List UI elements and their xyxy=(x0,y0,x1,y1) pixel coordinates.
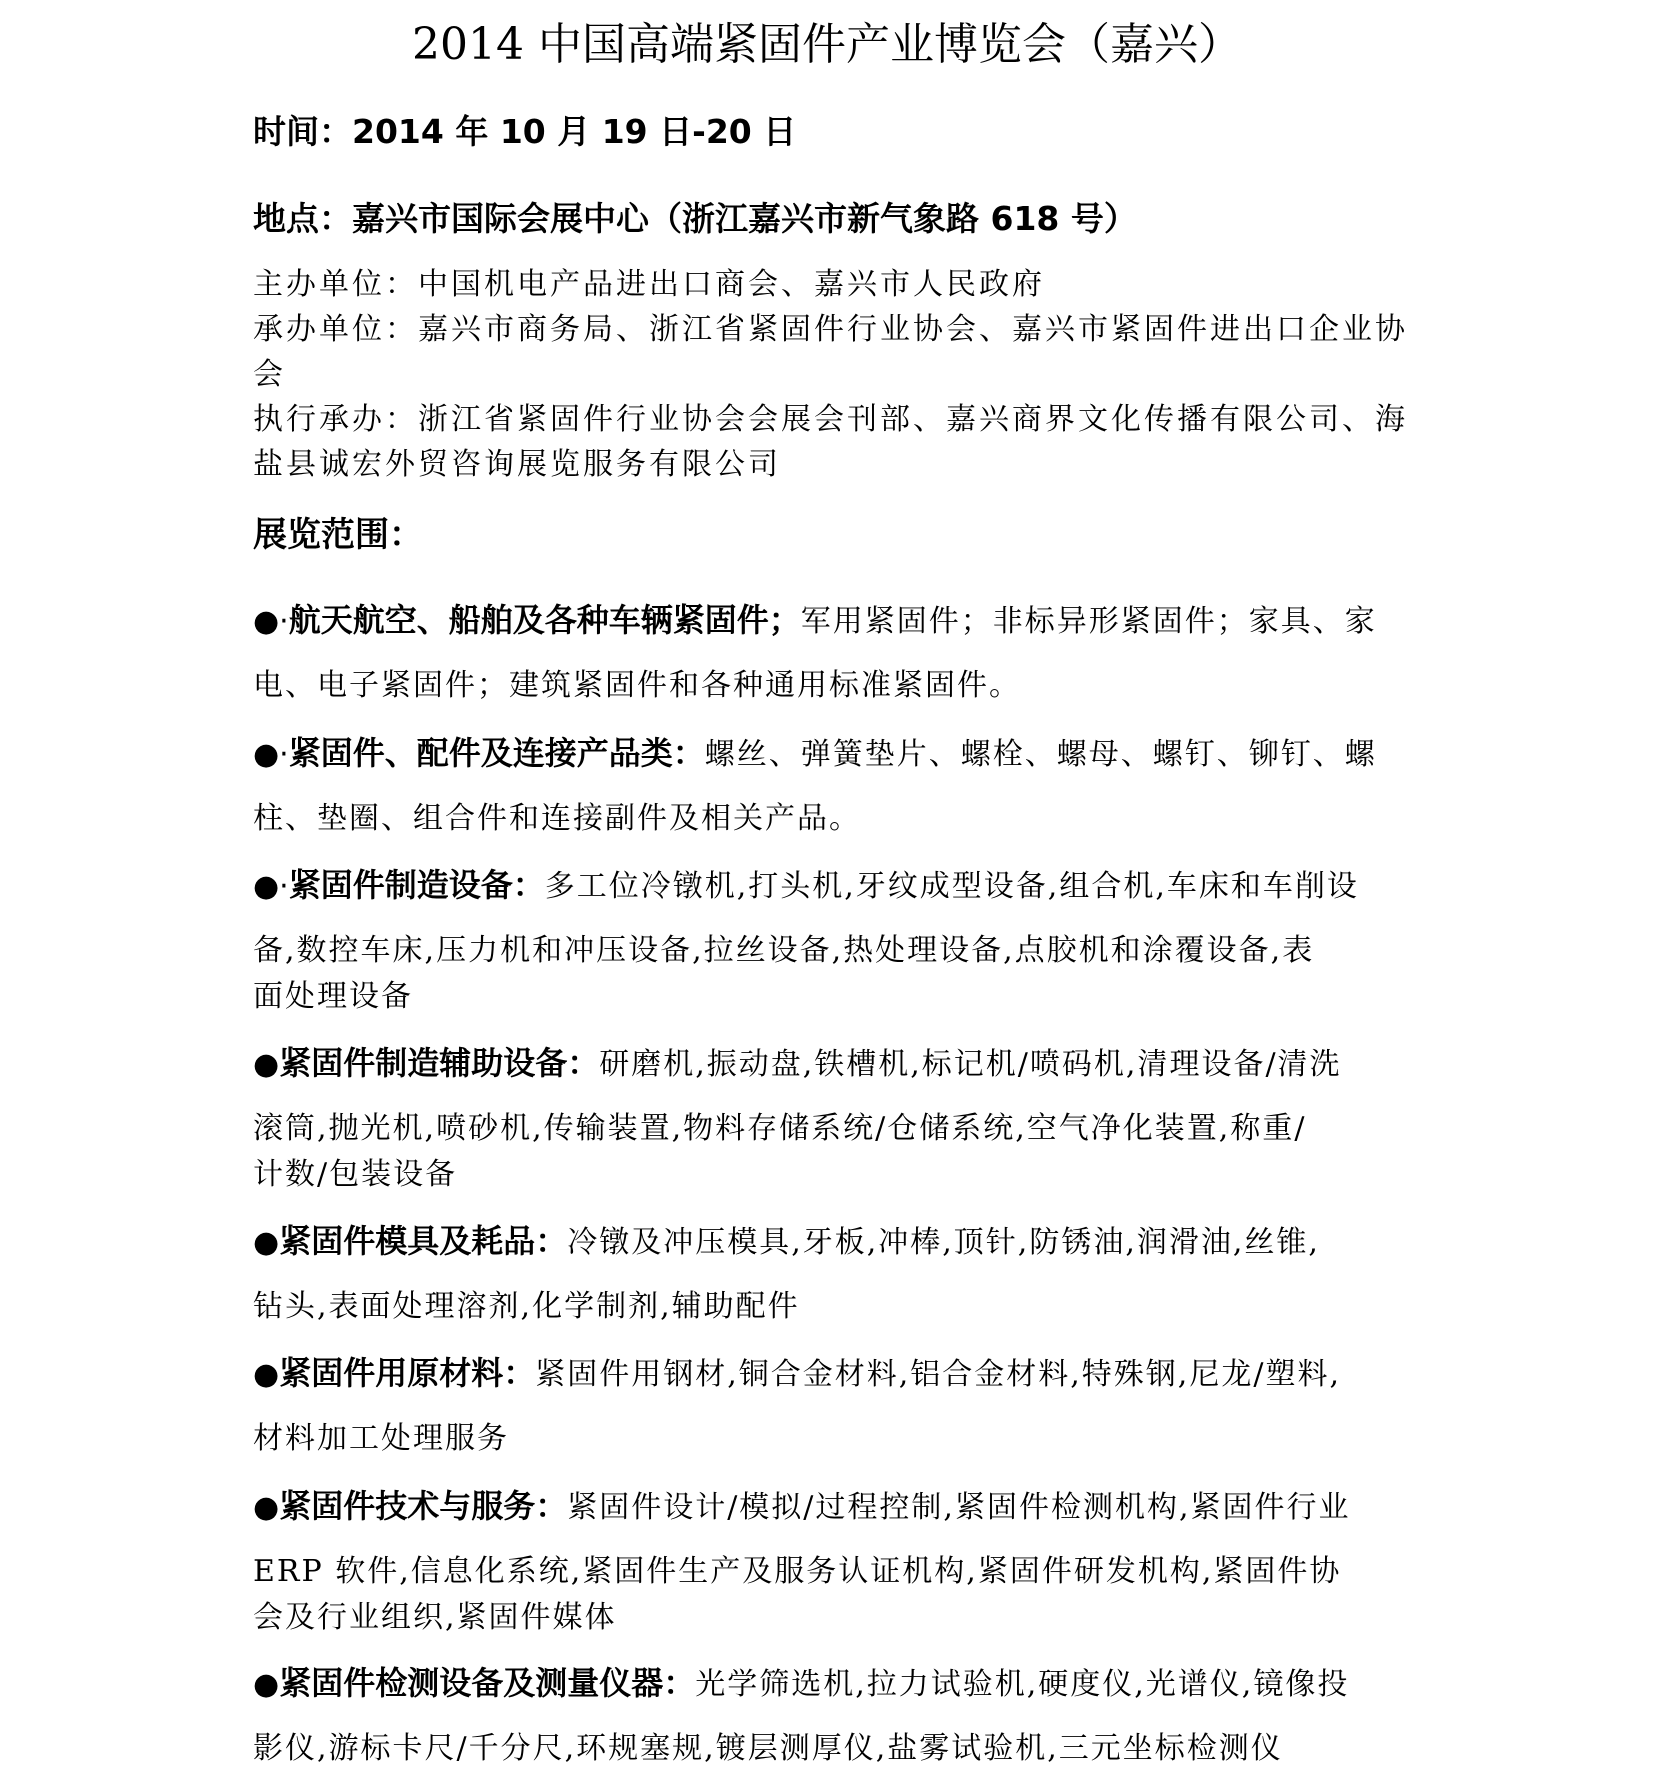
category-line xyxy=(253,1040,1413,1106)
category-line: 材料加工处理服务 xyxy=(253,1421,509,1456)
bullet-icon: ● xyxy=(253,1047,280,1082)
document-title: 2014 中国高端紧固件产业博览会（嘉兴） xyxy=(412,19,1242,70)
category-name: 紧固件、配件及连接产品类： xyxy=(288,734,705,772)
category-item-aerospace xyxy=(253,597,1413,709)
category-item-manufacturing-equipment xyxy=(253,862,1413,1020)
category-text: 紧固件设计/模拟/过程控制,紧固件检测机构,紧固件行业 xyxy=(567,1490,1351,1525)
category-line xyxy=(253,1350,1413,1416)
category-name: 航天航空、船舶及各种车辆紧固件； xyxy=(288,601,801,639)
category-line: 滚筒,抛光机,喷砂机,传输装置,物料存储系统/仓储系统,空气净化装置,称重/ xyxy=(253,1111,1307,1146)
category-line: 面处理设备 xyxy=(253,979,413,1014)
organizer-executor-line-1: 执行承办：浙江省紧固件行业协会会展会刊部、嘉兴商界文化传播有限公司、海 xyxy=(253,402,1408,437)
category-line xyxy=(253,730,1413,796)
category-text: 光学筛选机,拉力试验机,硬度仪,光谱仪,镜像投 xyxy=(695,1667,1350,1702)
category-name: 紧固件模具及耗品： xyxy=(279,1222,568,1260)
category-name: 紧固件制造设备： xyxy=(288,866,545,904)
bullet-icon: ●· xyxy=(253,604,289,639)
bullet-icon: ● xyxy=(253,1357,280,1392)
category-name: 紧固件用原材料： xyxy=(279,1354,536,1392)
category-text: 军用紧固件；非标异形紧固件；家具、家 xyxy=(800,604,1377,639)
category-text: 冷镦及冲压模具,牙板,冲棒,顶针,防锈油,润滑油,丝锥, xyxy=(567,1225,1320,1260)
category-line xyxy=(253,1483,1413,1549)
category-line xyxy=(253,597,1413,663)
bullet-icon: ● xyxy=(253,1667,280,1702)
category-item-technology-services xyxy=(253,1483,1413,1641)
category-line xyxy=(253,1218,1413,1284)
category-line: 电、电子紧固件；建筑紧固件和各种通用标准紧固件。 xyxy=(253,668,1021,703)
category-text: 紧固件用钢材,铜合金材料,铝合金材料,特殊钢,尼龙/塑料, xyxy=(535,1357,1341,1392)
category-name: 紧固件检测设备及测量仪器： xyxy=(279,1664,696,1702)
category-item-raw-materials xyxy=(253,1350,1413,1462)
category-name: 紧固件制造辅助设备： xyxy=(279,1044,600,1082)
bullet-icon: ● xyxy=(253,1225,280,1260)
bullet-icon: ● xyxy=(253,1490,280,1525)
category-line: 柱、垫圈、组合件和连接副件及相关产品。 xyxy=(253,801,861,836)
category-item-auxiliary-equipment xyxy=(253,1040,1413,1198)
category-name: 紧固件技术与服务： xyxy=(279,1487,568,1525)
category-line: 备,数控车床,压力机和冲压设备,拉丝设备,热处理设备,点胶机和涂覆设备,表 xyxy=(253,933,1315,968)
category-item-fasteners xyxy=(253,730,1413,842)
category-text: 螺丝、弹簧垫片、螺栓、螺母、螺钉、铆钉、螺 xyxy=(704,737,1377,772)
category-item-testing-instruments xyxy=(253,1660,1413,1772)
organizer-list xyxy=(253,262,1413,487)
organizer-executor-line-2: 盐县诚宏外贸咨询展览服务有限公司 xyxy=(253,447,781,482)
event-time: 时间：2014 年 10 月 19 日-20 日 xyxy=(253,112,797,151)
category-line: 影仪,游标卡尺/千分尺,环规塞规,镀层测厚仪,盐雾试验机,三元坐标检测仪 xyxy=(253,1731,1283,1766)
category-line: 计数/包装设备 xyxy=(253,1157,458,1192)
organizer-undertaker xyxy=(253,307,1413,397)
bullet-icon: ●· xyxy=(253,869,289,904)
category-line: 会及行业组织,紧固件媒体 xyxy=(253,1600,617,1635)
category-line xyxy=(253,862,1413,928)
category-text: 研磨机,振动盘,铁槽机,标记机/喷码机,清理设备/清洗 xyxy=(599,1047,1342,1082)
exhibition-range-heading: 展览范围： xyxy=(253,515,423,555)
organizer-executor xyxy=(253,397,1413,487)
bullet-icon: ●· xyxy=(253,737,289,772)
event-location: 地点：嘉兴市国际会展中心（浙江嘉兴市新气象路 618 号） xyxy=(253,199,1137,238)
category-line: 钻头,表面处理溶剂,化学制剂,辅助配件 xyxy=(253,1289,800,1324)
organizer-undertaker-line-2: 会 xyxy=(253,357,286,392)
category-text: 多工位冷镦机,打头机,牙纹成型设备,组合机,车床和车削设 xyxy=(544,869,1359,904)
category-line xyxy=(253,1660,1413,1726)
organizer-host xyxy=(253,262,1413,307)
organizer-host-line-1: 主办单位：中国机电产品进出口商会、嘉兴市人民政府 xyxy=(253,267,1045,302)
organizer-undertaker-line-1: 承办单位：嘉兴市商务局、浙江省紧固件行业协会、嘉兴市紧固件进出口企业协 xyxy=(253,312,1408,347)
category-item-molds-consumables xyxy=(253,1218,1413,1330)
category-line: ERP 软件,信息化系统,紧固件生产及服务认证机构,紧固件研发机构,紧固件协 xyxy=(253,1554,1342,1589)
